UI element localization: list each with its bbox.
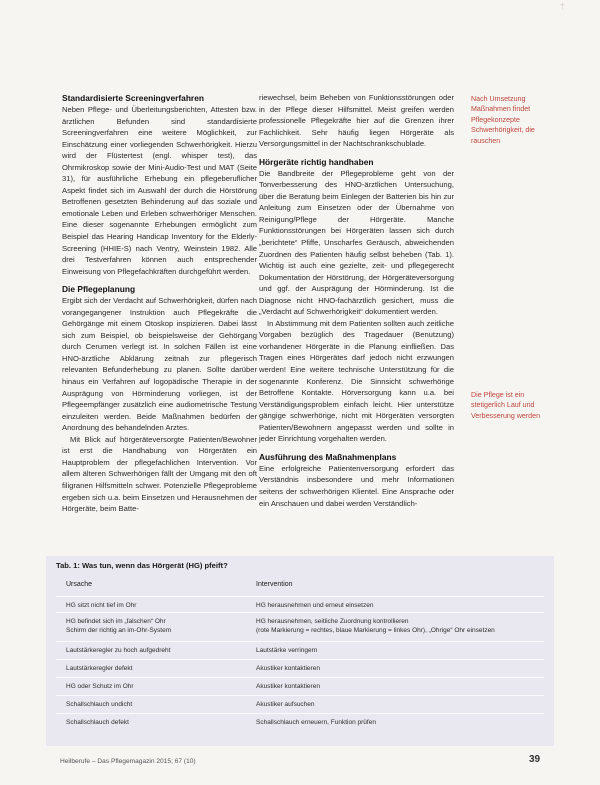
- paragraph-hoergeraete-1: Die Bandbreite der Pflegeprobleme geht von der Tonverbesserung des HNO-ärztlichen Untersuchung, über die Beratung beim Einlegen der Batterien bis hin zur Anleitung zum Einsetzen oder der Übernahme von Reinigung/Pflege der Hörgeräte. Manche Funktionsstörungen bei Hörgeräten lassen sich durch „berichtete“ Pfiffe, Unscharfes Geräusch, abweichenden Zuordnen des Patienten häufig selbst beheben (Tab. 1). Wichtig ist auch eine gezielte, zeit- und pflegegerecht Dokumentation der Hörstörung, der Hörgeräteversorgung und ggf. der Ausprägung der Hörminderung. Ist die Diagnose nicht HNO-fachärztlich gesichert, muss die „Verdacht auf Schwerhörigkeit“ dokumentiert werden.: [259, 168, 454, 317]
- paragraph-screening: Neben Pflege- und Überleitungsberichten, Attesten bzw. ärztlichen Befunden sind standardisierte Screeningverfahren eine weitere Möglichkeit, zur Einschätzung einer vorliegenden Schwerhörigkeit. Hierzu wird der Flüstertest (engl. whisper test), das Ohrmikroskop sowie der Mini-Audio-Test und MAT (Seite 31), für ausführliche Erhebung ein pflegeberuflicher Aspekt findet sich im Auswahl der durch die Hörstörung Betroffenen gesetzten Behinderung auf das soziale und emotionale Leben und Erleben schwerhöriger Menschen. Eine dieser sogenannte Erhebungen ermöglicht zum Beispiel das Hearing Handicap Inventory for the Elderly-Screening (HHIE-S) nach Ventry, Weinstein 1982. Alle drei Testverfahren können auch entsprechender Einweisung von Pflegefachkräften durchgeführt werden.: [62, 105, 257, 276]
- paragraph-continuation: riewechsel, beim Beheben von Funktionsstörungen oder in der Pflege dieser Hilfsmittel. Meist greifen werden professionelle Pflegekräfte hier auf die Grenzen ihrer Fachlichkeit. Sehr häufig liegen Hörgeräte als Versorgungsmittel in der Nachtschrankschublade.: [259, 93, 454, 149]
- table-cell-action: HG herausnehmen und erneut einsetzen: [256, 602, 374, 609]
- table-row: [56, 713, 544, 732]
- table-row: [56, 612, 544, 642]
- table-cell-cause: Schallschlauch defekt: [66, 719, 129, 726]
- paragraph-massnahmenplan: Eine erfolgreiche Patientenversorgung erfordert das Verständnis insbesondere und mehr Informationen seitens der schwerhörigen Klientel. Eine Ansprache oder ein Anschauen und dabei werden Verständlich-: [259, 463, 454, 508]
- table-cell-cause: HG sitzt nicht tief im Ohr: [66, 602, 137, 609]
- corner-mark: †: [560, 2, 565, 11]
- table-row: [56, 677, 544, 696]
- heading-hoergeraete: Hörgeräte richtig handhaben: [259, 156, 374, 167]
- heading-screening: Standardisierte Screeningverfahren: [62, 93, 204, 103]
- table-cell-cause: Lautstärkeregler defekt: [66, 665, 133, 672]
- paragraph-pflegeplanung-2: Mit Blick auf hörgeräteversorgte Patienten/Bewohner ist erst die Handhabung von Hörgeräten ein Hauptproblem der pflegefachlichen Intervention. Vor allem älteren Schwerhörigen fällt der Umgang mit den oft filigranen Hilfsmitteln schwer. Potenzielle Pflegeprobleme ergeben sich u.a. beim Einsetzen und Herausnehmen der Hörgeräte, beim Batte-: [62, 434, 257, 514]
- left-column: [62, 92, 257, 515]
- table-row: [56, 695, 544, 714]
- table-title: Tab. 1: Was tun, wenn das Hörgerät (HG) pfeift?: [56, 561, 228, 570]
- heading-pflegeplanung: Die Pflegeplanung: [62, 284, 136, 295]
- table-header-cause: Ursache: [66, 581, 93, 588]
- margin-note-1: Nach Umsetzung Maßnahmen findet Pflegekonzepte Schwerhörigkeit, die rauschen: [471, 95, 535, 145]
- table-cell-action: Lautstärke verringern: [256, 647, 318, 654]
- paragraph-pflegeplanung-1: Ergibt sich der Verdacht auf Schwerhörigkeit, dürfen nach vorangegangener Instruktion auch Pflegekräfte die Gehörgänge mit einem Otoskop inspizieren. Dabei lässt sich zum Beispiel, ob beispielsweise der Gehörgang durch Cerumen verlegt ist. In solchen Fällen ist eine HNO-ärztliche Abklärung zeitnah zur pflegerisch relevanten Befunderhebung zu planen. Sollte darüber hinaus ein Verfahren auf logopädische Therapie in der Ausprägung von Hörminderung vorliegen, ist der Pflegeempfänger zusätzlich eine audiometrische Testung einzuleiten werden. Beide Maßnahmen bedürfen der Anordnung des behandelnden Arztes.: [62, 296, 257, 433]
- table-cell-cause: Lautstärkeregler zu hoch aufgedreht: [66, 647, 171, 654]
- paragraph-hoergeraete-2: In Abstimmung mit dem Patienten sollten auch zeitliche Vorgaben bezüglich des Tragedauer (Benutzung) vorhandener Hörgeräte in die Planung einfließen. Das Tragen eines Hörgerätes darf jedoch nicht erzwungen werden! Eine weitere technische Unterstützung für die sogenannte Konferenz. Die Sinnsicht schwerhörige Betroffene Kontakte. Hörversorgung kann u.a. bei Verständigungsproblem einfach leicht. Hier unterstütze gängige schwerhörige, nicht mit Hörgeräten versorgten Patienten/Bewohnern angepasst werden und sollte in jeder Einrichtung vorgehalten werden.: [259, 318, 454, 444]
- table-row: [56, 659, 544, 678]
- table-cell-action: Akustiker kontaktieren: [256, 683, 320, 690]
- footer-journal: Heilberufe – Das Pflegemagazin 2015; 67 (10): [60, 758, 196, 765]
- page-number: 39: [529, 754, 541, 765]
- table-cell-cause: HG oder Schutz im Ohr: [66, 683, 134, 690]
- table-cell-cause: Schallschlauch undicht: [66, 701, 133, 708]
- middle-column: [259, 92, 454, 509]
- table-cell-cause: HG befindet sich im „falschen“ Ohr Schirm der richtig an im-Ohr-System: [66, 618, 172, 634]
- margin-note-2: Die Pflege ist ein stetigerlich Lauf und Verbesserung werden: [471, 391, 541, 420]
- table-cell-action: Schallschlauch erneuern, Funktion prüfen: [256, 719, 376, 726]
- table-row: [56, 641, 544, 660]
- table-cell-action: Akustiker kontaktieren: [256, 665, 320, 672]
- table-row: [56, 596, 544, 613]
- table-cell-action: Akustiker aufsuchen: [256, 701, 315, 708]
- heading-massnahmenplan: Ausführung des Maßnahmenplans: [259, 451, 397, 462]
- table-header-action: Intervention: [256, 581, 293, 588]
- table-cell-action: HG herausnehmen, seitliche Zuordnung kontrollieren (rote Markierung = rechtes, blaue Markierung = linkes Ohr), „Ohrige“ Ohr einsetzen: [256, 618, 495, 634]
